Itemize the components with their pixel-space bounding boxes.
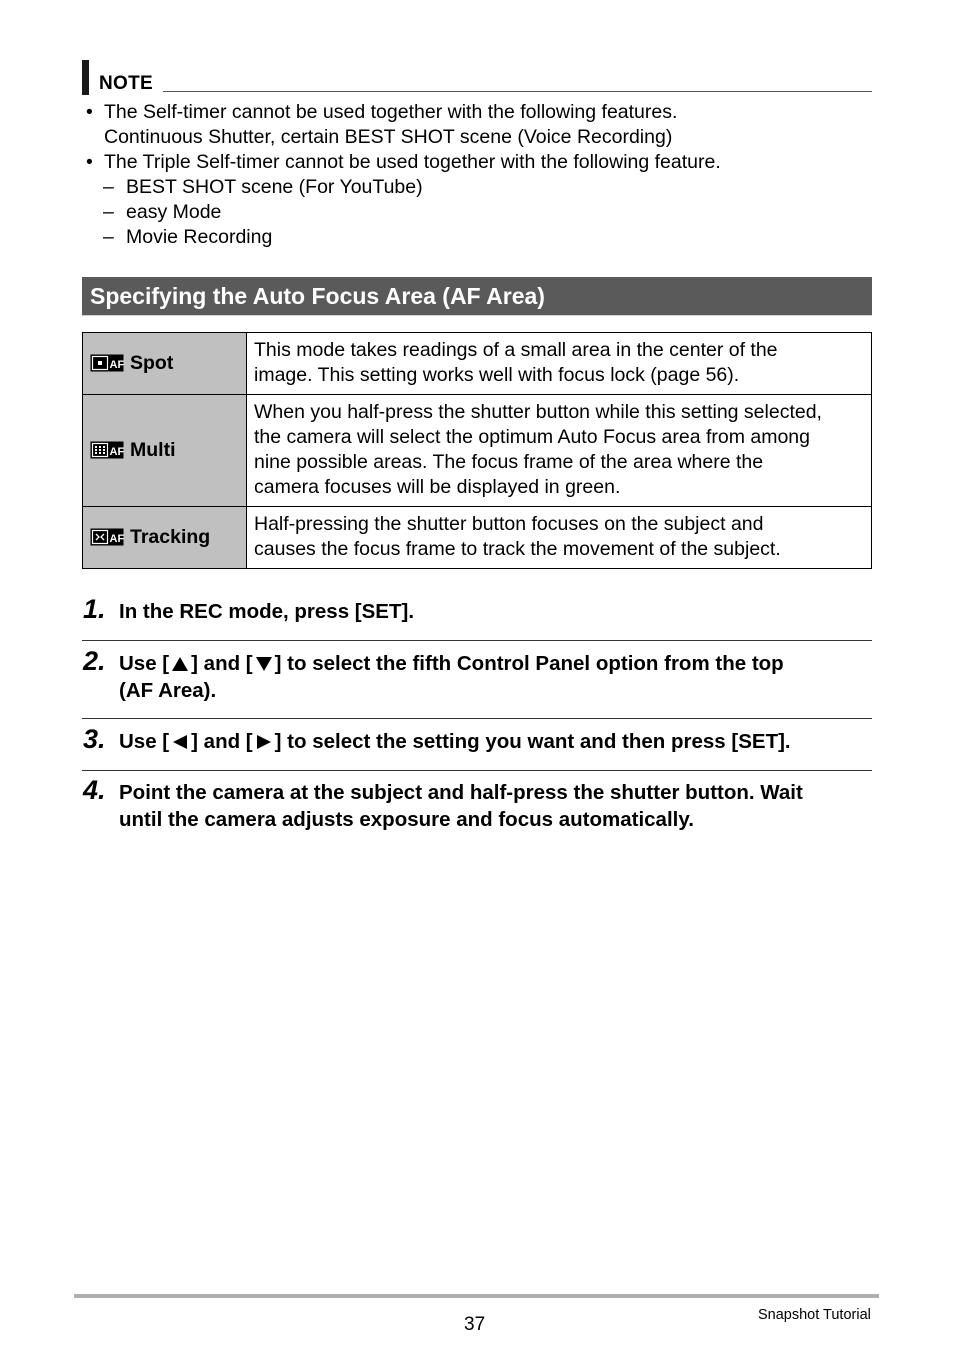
step-text-part: ] and [: [191, 652, 253, 675]
note-item: [86, 100, 886, 150]
down-triangle-icon: [255, 656, 273, 672]
step-text-line: until the camera adjusts exposure and focus automatically.: [119, 808, 694, 831]
bullet: •: [86, 151, 93, 173]
dash: –: [103, 201, 114, 223]
description-line: causes the focus frame to track the movement of the subject.: [254, 538, 781, 560]
note-subitem-text: BEST SHOT scene (For YouTube): [126, 176, 423, 198]
description-line: the camera will select the optimum Auto Focus area from among: [254, 426, 810, 448]
note-subitem-text: Movie Recording: [126, 226, 273, 248]
table-row: [83, 395, 872, 507]
af-option-description: [247, 507, 872, 569]
step-text-line: Point the camera at the subject and half-press the shutter button. Wait: [119, 781, 803, 804]
af-area-table: [82, 332, 872, 569]
footer-title: Snapshot Tutorial: [758, 1307, 871, 1323]
step-divider: [82, 770, 872, 771]
note-label: NOTE: [99, 73, 153, 94]
step-4: [82, 775, 872, 841]
note-marker-bar: [82, 60, 89, 95]
dash: –: [103, 176, 114, 198]
footer-rule: [74, 1294, 879, 1298]
step-text-line: In the REC mode, press [SET].: [119, 600, 415, 623]
step-text: [119, 598, 874, 625]
af-option-label-cell: [83, 395, 247, 507]
note-list: [86, 100, 886, 250]
step-1: [82, 594, 872, 634]
af-option-label: Multi: [130, 439, 176, 461]
svg-text:AF: AF: [109, 446, 124, 458]
step-number: 1.: [83, 594, 106, 624]
description-line: image. This setting works well with focus lock (page 56).: [254, 364, 740, 386]
svg-text:AF: AF: [109, 359, 124, 371]
af-multi-icon: [90, 441, 124, 459]
step-text: [119, 779, 874, 833]
section-heading: Specifying the Auto Focus Area (AF Area): [82, 277, 872, 316]
bullet: •: [86, 101, 93, 123]
step-text-line: (AF Area).: [119, 679, 217, 702]
table-row: [83, 507, 872, 569]
note-subitem: [86, 200, 886, 225]
description-line: When you half-press the shutter button while this setting selected,: [254, 401, 822, 423]
af-option-label-cell: [83, 333, 247, 395]
note-item-line: Continuous Shutter, certain BEST SHOT scene (Voice Recording): [104, 126, 673, 148]
right-triangle-icon: [255, 734, 273, 750]
step-text: [119, 728, 874, 755]
step-text-part: ] to select the fifth Control Panel option from the top: [274, 652, 784, 675]
step-2: [82, 646, 872, 712]
af-tracking-icon: [90, 528, 124, 546]
table-row: [83, 333, 872, 395]
description-line: nine possible areas. The focus frame of the area where the: [254, 451, 764, 473]
step-divider: [82, 640, 872, 641]
note-item: [86, 150, 886, 175]
step-number: 3.: [83, 724, 106, 754]
dash: –: [103, 226, 114, 248]
step-number: 4.: [83, 775, 106, 805]
step-text-part: Use [: [119, 730, 170, 753]
af-option-description: [247, 333, 872, 395]
step-text: [119, 650, 874, 704]
note-subitem: [86, 175, 886, 200]
step-number: 2.: [83, 646, 106, 676]
af-option-label: Spot: [130, 352, 174, 374]
up-triangle-icon: [171, 656, 189, 672]
description-line: Half-pressing the shutter button focuses on the subject and: [254, 513, 764, 535]
note-subitem: [86, 225, 886, 250]
step-text-part: ] and [: [191, 730, 253, 753]
description-line: camera focuses will be displayed in green.: [254, 476, 621, 498]
step-divider: [82, 718, 872, 719]
note-rule: [163, 91, 872, 92]
note-item-line: The Self-timer cannot be used together with the following features.: [104, 101, 678, 123]
left-triangle-icon: [171, 734, 189, 750]
description-line: This mode takes readings of a small area in the center of the: [254, 339, 778, 361]
af-option-description: [247, 395, 872, 507]
note-item-line: The Triple Self-timer cannot be used together with the following feature.: [104, 151, 721, 173]
page-number: 37: [464, 1314, 486, 1335]
note-subitem-text: easy Mode: [126, 201, 222, 223]
svg-text:AF: AF: [109, 533, 124, 545]
af-spot-icon: [90, 354, 124, 372]
af-option-label-cell: [83, 507, 247, 569]
step-text-part: ] to select the setting you want and then press [SET].: [274, 730, 791, 753]
af-option-label: Tracking: [130, 526, 211, 548]
step-3: [82, 724, 872, 764]
step-text-part: Use [: [119, 652, 170, 675]
